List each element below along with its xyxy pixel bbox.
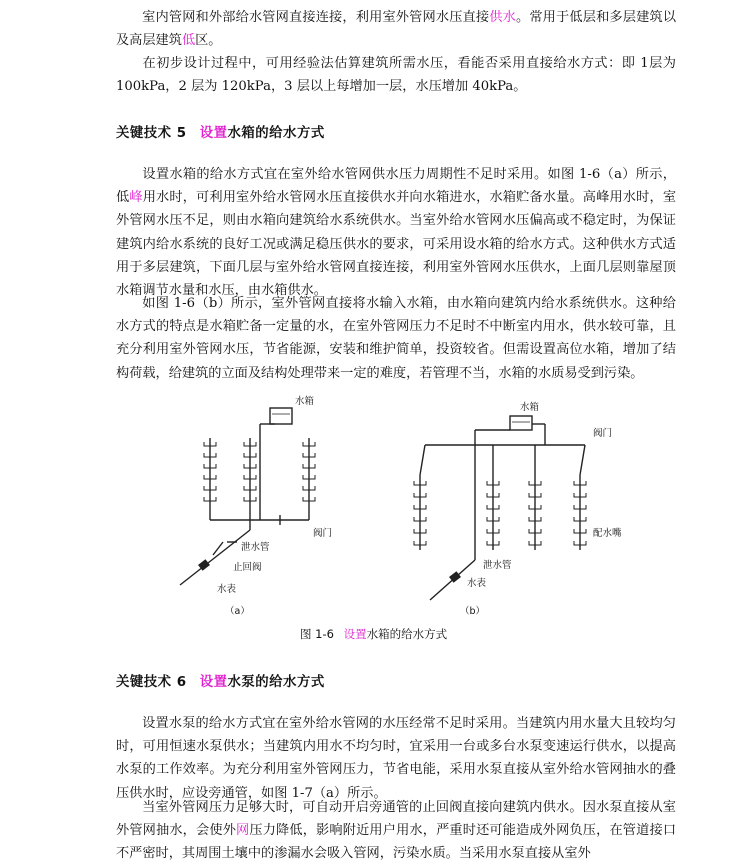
fixture-tap <box>420 493 426 497</box>
fixture-tap <box>580 493 586 497</box>
label-valve-a: 阀门 <box>313 528 333 539</box>
label-subfig-a: （a） <box>225 606 250 617</box>
label-tap-b: 配水嘴 <box>593 528 622 539</box>
fixture-tap <box>535 505 541 509</box>
fixture-tap <box>487 529 493 533</box>
water-tank-b <box>510 416 532 430</box>
fixture-tap <box>244 442 250 446</box>
fixture-tap <box>244 497 250 501</box>
fixture-tap <box>309 453 315 457</box>
fixture-tap <box>493 529 499 533</box>
fixture-tap <box>210 486 216 490</box>
fixture-tap <box>250 475 256 479</box>
fixture-tap <box>574 517 580 521</box>
label-valve-b: 阀门 <box>593 428 613 439</box>
fixture-tap <box>204 442 210 446</box>
fixture-tap <box>303 453 309 457</box>
fixture-tap <box>420 541 426 545</box>
fixture-tap <box>580 541 586 545</box>
fixture-tap <box>574 481 580 485</box>
fixture-tap <box>414 493 420 497</box>
fixture-tap <box>529 529 535 533</box>
diagram-b <box>420 416 585 600</box>
fixture-tap <box>303 442 309 446</box>
fixture-tap <box>210 497 216 501</box>
fixture-tap <box>414 517 420 521</box>
paragraph-pressure-estimate: 在初步设计过程中，可用经验法估算建筑所需水压，看能否采用直接给水方式：即 1层为 100kPa，2 层为 120kPa，3 层以上每增加一层，水压增加 40kPa。 <box>116 56 676 95</box>
diagram-a <box>180 408 309 585</box>
fixture-tap <box>529 493 535 497</box>
fixture-tap <box>420 517 426 521</box>
label-drain-b: 泄水管 <box>483 560 512 571</box>
fixture-tap <box>487 541 493 545</box>
label-tank-b: 水箱 <box>520 402 540 413</box>
fixture-tap <box>535 493 541 497</box>
fixture-tap <box>580 481 586 485</box>
fixture-tap <box>420 481 426 485</box>
label-check-valve-a: 止回阀 <box>233 562 262 573</box>
fixture-tap <box>535 481 541 485</box>
fixture-tap <box>414 529 420 533</box>
label-meter-a: 水表 <box>217 584 237 595</box>
fixture-tap <box>580 529 586 533</box>
fixture-tap <box>204 453 210 457</box>
fixture-tap <box>493 541 499 545</box>
fixture-tap <box>303 486 309 490</box>
fixture-tap <box>204 486 210 490</box>
heading-key-tech-5: 关键技术 5 设置水箱的给水方式 <box>116 126 325 141</box>
fixture-tap <box>309 497 315 501</box>
fixture-tap <box>309 475 315 479</box>
fixture-tap <box>250 464 256 468</box>
fixture-tap <box>210 475 216 479</box>
fixture-tap <box>210 464 216 468</box>
fixture-tap <box>580 517 586 521</box>
fixture-tap <box>487 505 493 509</box>
fixture-tap <box>420 505 426 509</box>
fixture-tap <box>250 486 256 490</box>
fixture-tap <box>303 497 309 501</box>
fixture-tap <box>204 475 210 479</box>
fixture-tap <box>414 541 420 545</box>
paragraph-direct-supply: 室内管网和外部给水管网直接连接，利用室外管网水压直接供水。常用于低层和多层建筑以及高层建筑低区。 <box>116 10 677 49</box>
fixture-tap <box>244 486 250 490</box>
fixture-tap <box>580 505 586 509</box>
fixture-tap <box>535 541 541 545</box>
paragraph-tank-supply: 设置水箱的给水方式宜在室外给水管网供水压力周期性不足时采用。如图 1-6（a）所示，低峰用水时，可利用室外给水管网水压直接供水并向水箱进水，水箱贮备水量。高峰用水时，室外管网水压不足，则由水箱向建筑给水系统供水。当室外给水管网水压偏高或不稳定时，为保证建筑内给水系统的良好工况或满足稳压供水的要求，可采用设水箱的给水方式。这种供水方式适用于多层建筑，下面几层与室外给水管网直接连接，利用室外管网水压供水，上面几层则靠屋顶水箱调节水量和水压，由水箱供水。 <box>116 167 677 299</box>
fixture-tap <box>244 475 250 479</box>
fixture-tap <box>574 505 580 509</box>
paragraph-bypass: 当室外管网压力足够大时，可自动开启旁通管的止回阀直接向建筑内供水。因水泵直接从室外管网抽水，会使外网压力降低，影响附近用户用水，严重时还可能造成外网负压，在管道接口不严密时，其周围土壤中的渗漏水会吸入管网，污染水质。当采用水泵直接从室外 <box>116 800 677 862</box>
label-tank-a: 水箱 <box>295 396 315 407</box>
fixture-tap <box>309 464 315 468</box>
fixture-tap <box>303 464 309 468</box>
fixture-tap <box>250 453 256 457</box>
fixture-tap <box>493 481 499 485</box>
fixture-tap <box>210 453 216 457</box>
label-meter-b: 水表 <box>467 578 487 589</box>
fixture-tap <box>244 453 250 457</box>
fixture-tap <box>303 475 309 479</box>
fixture-tap <box>414 505 420 509</box>
label-drain-a: 泄水管 <box>241 542 270 553</box>
heading-key-tech-6: 关键技术 6 设置水泵的给水方式 <box>116 675 325 690</box>
fixture-tap <box>487 493 493 497</box>
fixture-tap <box>529 541 535 545</box>
fixture-tap <box>414 481 420 485</box>
fixture-tap <box>529 481 535 485</box>
fixture-tap <box>487 481 493 485</box>
fixture-tap <box>309 442 315 446</box>
fixture-tap <box>529 505 535 509</box>
fixture-tap <box>529 517 535 521</box>
fixture-tap <box>309 486 315 490</box>
fixture-tap <box>493 517 499 521</box>
fixture-tap <box>250 497 256 501</box>
fixture-tap <box>535 517 541 521</box>
paragraph-pump-supply: 设置水泵的给水方式宜在室外给水管网的水压经常不足时采用。当建筑内用水量大且较均匀时，可用恒速水泵供水；当建筑内用水不均匀时，宜采用一台或多台水泵变速运行供水，以提高水泵的工作效率。为充分利用室外管网压力，节省电能，采用水泵直接从室外给水管网抽水的叠压供水时，应设旁通管，如图 1-7（a）所示。 <box>116 716 676 801</box>
figure-1-6-diagram <box>175 390 695 622</box>
fixture-tap <box>210 442 216 446</box>
fixture-tap <box>493 493 499 497</box>
fixture-tap <box>574 529 580 533</box>
fixture-tap <box>420 529 426 533</box>
fixture-tap <box>250 442 256 446</box>
water-tank-a <box>270 408 292 424</box>
fixture-tap <box>204 464 210 468</box>
fixture-tap <box>204 497 210 501</box>
fixture-tap <box>535 529 541 533</box>
fixture-tap <box>487 517 493 521</box>
figure-caption: 图 1-6 设置水箱的给水方式 <box>300 627 448 641</box>
fixture-tap <box>574 541 580 545</box>
fixture-tap <box>574 493 580 497</box>
label-subfig-b: （b） <box>460 606 486 617</box>
fixture-tap <box>493 505 499 509</box>
paragraph-tank-features: 如图 1-6（b）所示，室外管网直接将水输入水箱，由水箱向建筑内给水系统供水。这种给水方式的特点是水箱贮备一定量的水，在室外管网压力不足时不中断室内用水，供水较可靠，且充分利用室外管网水压，节省能源，安装和维护简单，投资较省。但需设置高位水箱，增加了结构荷载，给建筑的立面及结构处理带来一定的难度，若管理不当，水箱的水质易受到污染。 <box>116 296 676 381</box>
fixture-tap <box>244 464 250 468</box>
